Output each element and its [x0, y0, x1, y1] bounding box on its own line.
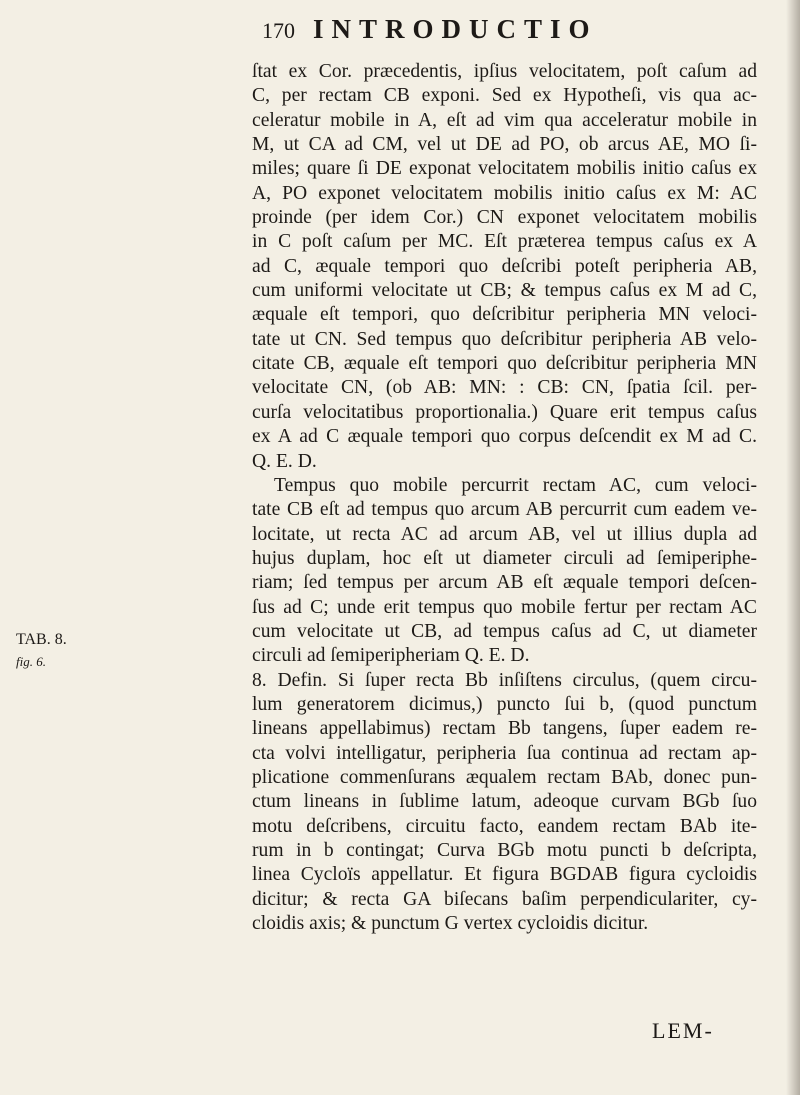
- text-line: celeratur mobile in A, eſt ad vim qua acceleratur mobile in: [252, 109, 757, 131]
- text-line: ſtat ex Cor. præcedentis, ipſius velocitatem, poſt caſum ad: [252, 61, 757, 82]
- text-line: cum uniformi velocitate ut CB; & tempus caſus ex M ad C,: [252, 280, 757, 302]
- text-line: C, per rectam CB exponi. Sed ex Hypotheſi, vis qua ac-: [252, 85, 757, 107]
- text-line: in C poſt caſum per MC. Eſt præterea tempus caſus ex A: [252, 231, 757, 253]
- text-line: Tempus quo mobile percurrit rectam AC, cum veloci-: [274, 474, 757, 496]
- text-line: lum generatorem dicimus,) puncto ſui b, (quod punctum: [252, 693, 757, 715]
- text-line: citate CB, æquale eſt tempori quo deſcribitur peripheria MN: [252, 353, 757, 375]
- margin-note-plate: TAB. 8.: [16, 631, 67, 648]
- page-header: [262, 14, 598, 45]
- text-line: M, ut CA ad CM, vel ut DE ad PO, ob arcus AE, MO ſi-: [252, 134, 757, 156]
- text-line: motu deſcribens, circuitu facto, eandem rectam BAb ite-: [252, 815, 757, 837]
- margin-note-figure: fig. 6.: [16, 654, 46, 669]
- text-line: miles; quare ſi DE exponat velocitatem mobilis initio caſus ex: [252, 158, 757, 180]
- text-line: circuli ad ſemiperipheriam Q. E. D.: [252, 645, 530, 667]
- body-text: [252, 60, 757, 936]
- text-line: cta volvi intelligatur, peripheria ſua continua ad rectam ap-: [252, 742, 757, 764]
- text-line: dicitur; & recta GA biſecans baſim perpendiculariter, cy-: [252, 888, 757, 910]
- text-line: locitate, ut recta AC ad arcum AB, vel ut illius dupla ad: [252, 523, 757, 545]
- page-edge-shadow: [786, 0, 800, 1095]
- page-number: 170: [262, 18, 295, 43]
- text-line: ad C, æquale tempori quo deſcribi poteſt peripheria AB,: [252, 255, 757, 277]
- text-line: rum in b contingat; Curva BGb motu puncti b deſcripta,: [252, 840, 757, 861]
- catchword: LEM-: [652, 1018, 714, 1043]
- text-line: curſa velocitatibus proportionalia.) Quare erit tempus caſus: [252, 401, 757, 423]
- text-line: lineans appellabimus) rectam Bb tangens, ſuper eadem re-: [252, 718, 757, 740]
- text-line: 8. Defin. Si ſuper recta Bb inſiſtens circulus, (quem circu-: [252, 669, 757, 691]
- text-line: proinde (per idem Cor.) CN exponet velocitatem mobilis: [252, 207, 757, 229]
- text-line: tate ut CN. Sed tempus quo deſcribitur peripheria AB velo-: [252, 328, 757, 350]
- text-line: riam; ſed tempus per arcum AB eſt æquale tempori deſcen-: [252, 572, 757, 594]
- running-head: INTRODUCTIO: [313, 14, 598, 44]
- text-line: Q. E. D.: [252, 450, 317, 472]
- text-line: cum velocitate ut CB, ad tempus caſus ad C, ut diameter: [252, 620, 757, 642]
- text-line: æquale eſt tempori, quo deſcribitur peripheria MN veloci-: [252, 304, 757, 326]
- text-line: plicatione commenſurans æqualem rectam BAb, donec pun-: [252, 766, 757, 788]
- text-line: ex A ad C æquale tempori quo corpus deſcendit ex M ad C.: [252, 426, 757, 448]
- text-line: cloidis axis; & punctum G vertex cycloidis dicitur.: [252, 913, 649, 935]
- text-line: linea Cycloïs appellatur. Et figura BGDAB figura cycloidis: [252, 864, 757, 886]
- text-line: tate CB eſt ad tempus quo arcum AB percurrit cum eadem ve-: [252, 499, 757, 521]
- text-line: velocitate CN, (ob AB: MN: : CB: CN, ſpatia ſcil. per-: [252, 377, 757, 399]
- text-line: A, PO exponet velocitatem mobilis initio caſus ex M: AC: [252, 182, 757, 204]
- text-line: ctum lineans in ſublime latum, adeoque curvam BGb ſuo: [252, 791, 757, 813]
- text-line: ſus ad C; unde erit tempus quo mobile fertur per rectam AC: [252, 596, 757, 618]
- text-line: hujus duplam, hoc eſt ut diameter circuli ad ſemiperiphe-: [252, 547, 757, 569]
